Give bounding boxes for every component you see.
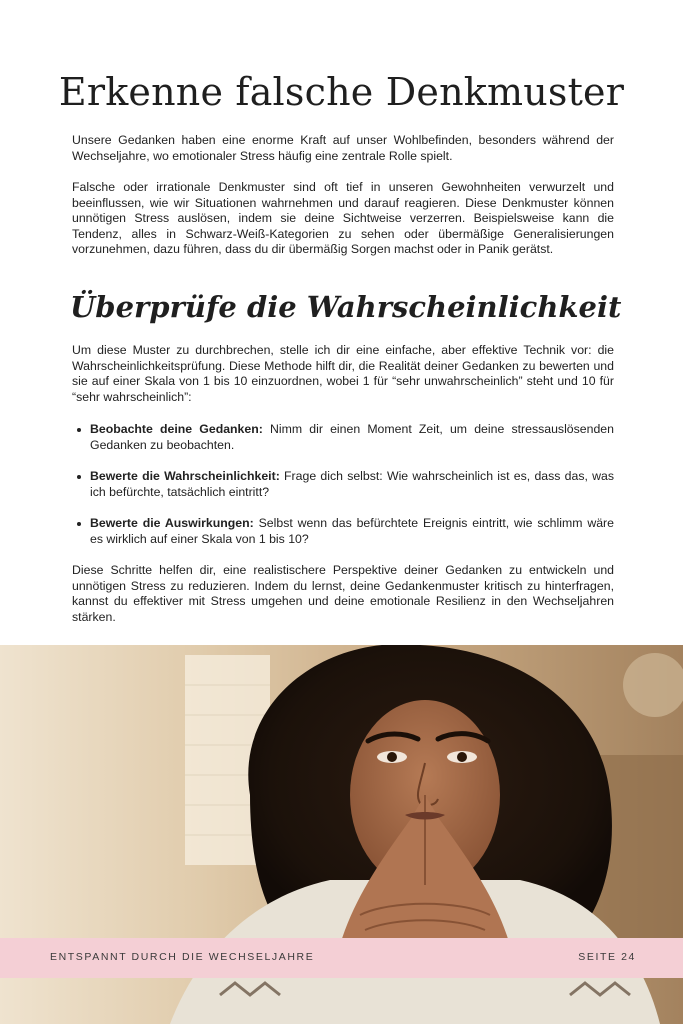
bullet-icon (77, 522, 81, 526)
bullet-text: Nimm dir einen Moment Zeit, um deine stressauslösenden Gedanken zu beobachten. (90, 422, 614, 452)
bullet-label: Bewerte die Wahrscheinlichkeit: (90, 469, 280, 484)
bullet-label: Beobachte deine Gedanken: (90, 422, 263, 436)
intro-paragraph-1: Unsere Gedanken haben eine enorme Kraft auf unser Wohlbefinden, besonders während der Wechseljahre, wo emotionaler Stress häufig eine zentrale Rolle spielt. (72, 133, 614, 163)
bullet-text: Selbst wenn das befürchtete Ereignis eintritt, wie schlimm wäre es wirklich auf einer Skala von 1 bis 10? (90, 516, 614, 546)
section-paragraph-2: Diese Schritte helfen dir, eine realistischere Perspektive deiner Gedanken zu entwickeln und unnötigen Stress zu reduzieren. Indem du lernst, deine Gedankenmuster kritisch zu hinterfragen, kannst du effektiver mit Stress umgehen und deine emotionale Resilienz in den Wechseljahren stärken. (72, 563, 614, 624)
section-heading: Überprüfe die Wahrscheinlichkeit (70, 290, 622, 324)
list-item (72, 469, 614, 500)
footer-band (0, 938, 683, 978)
page-title: Erkenne falsche Denkmuster (58, 70, 625, 114)
bullet-list (72, 422, 614, 564)
bullet-text: Frage dich selbst: Wie wahrscheinlich ist es, dass das, was ich befürchte, tatsächlich eintritt? (90, 469, 614, 499)
section-paragraph-1: Um diese Muster zu durchbrechen, stelle ich dir eine einfache, aber effektive Technik vor: die Wahrscheinlichkeitsprüfung. Diese Methode hilft dir, die Realität deiner Gedanken zu bewerten und sie auf einer Skala von 1 bis 10 einzuordnen, wobei 1 für “sehr unwahrscheinlich” steht und 10 für “sehr wahrscheinlich”: (72, 343, 614, 404)
bullet-label: Bewerte die Auswirkungen: (90, 516, 254, 531)
bullet-icon (77, 475, 81, 479)
footer-page-number: SEITE 24 (578, 951, 636, 963)
list-item (72, 516, 614, 547)
intro-paragraph-2: Falsche oder irrationale Denkmuster sind oft tief in unseren Gewohnheiten verwurzelt und beeinflussen, wie wir Situationen wahrnehmen und darauf reagieren. Diese Denkmuster können unnötigen Stress auslösen, indem sie deine Sichtweise verzerren. Beispielsweise kann die Tendenz, alles in Schwarz-Weiß-Kategorien zu sehen oder übermäßige Generalisierungen vorzunehmen, dazu führen, dass du dir übermäßig Sorgen machst oder in Panik gerätst. (72, 180, 614, 257)
bullet-icon (77, 428, 81, 432)
footer-book-title: ENTSPANNT DURCH DIE WECHSELJAHRE (50, 951, 315, 963)
list-item (72, 422, 614, 453)
